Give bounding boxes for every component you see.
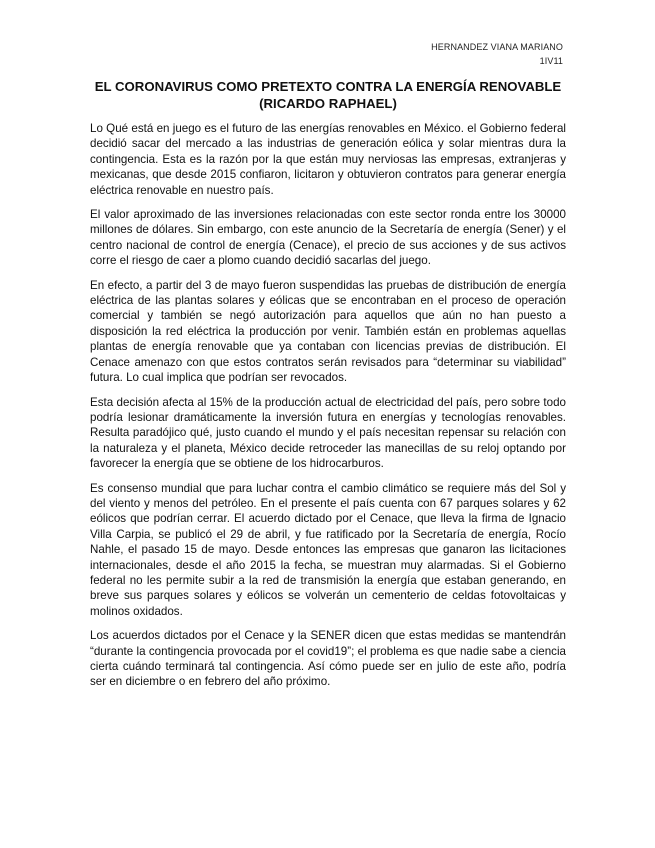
paragraph: Lo Qué está en juego es el futuro de las energías renovables en México. el Gobierno federal decidió sacar del mercado a las industrias de generación eólica y solar mientras dura la contingencia. Esta es la razón por la que están muy nerviosas las empresas, extranjeras y mexicanas, que desde 2015 confiaron, licitaron y obtuvieron contratos para generar energía eléctrica renovable en nuestro país.	[90, 122, 566, 197]
document-header	[431, 40, 563, 68]
paragraph: Esta decisión afecta al 15% de la producción actual de electricidad del país, pero sobre todo podría lesionar dramáticamente la inversión futura en energías y tecnologías renovables. Resulta paradójico qué, justo cuando el mundo y el país necesitan repensar su relación con la naturaleza y el planeta, México decide retroceder las manecillas de su reloj optando por favorecer la energía que se obtiene de los hidrocarburos.	[90, 395, 566, 471]
paragraph: Los acuerdos dictados por el Cenace y la SENER dicen que estas medidas se mantendrán “durante la contingencia provocada por el covid19”; el problema es que nadie sabe a ciencia cierta cuándo terminará tal contingencia. Así cómo puede ser en julio de este año, podría ser en diciembre o en febrero del año próximo.	[90, 629, 566, 689]
group-code: 1IV11	[539, 56, 563, 66]
paragraph: El valor aproximado de las inversiones relacionadas con este sector ronda entre los 30000 millones de dólares. Sin embargo, con este anuncio de la Secretaría de energía (Sener) y el centro nacional de control de energía (Cenace), el precio de sus acciones y de sus activos corre el riesgo de caer a plomo cuando decidió sacarlas del juego.	[90, 208, 566, 268]
paragraph: Es consenso mundial que para luchar contra el cambio climático se requiere más del Sol y del viento y menos del petróleo. En el presente el país cuenta con 67 parques solares y 62 eólicos que podrían cerrar. El acuerdo dictado por el Cenace, que lleva la firma de Ignacio Villa Carpia, se publicó el 29 de abril, y fue ratificado por la Secretaría de energía, Rocío Nahle, el pasado 15 de mayo. Desde entonces las empresas que ganaron las licitaciones internacionales, desde el año 2015 la fecha, se muestran muy alarmadas. Si el Gobierno federal no les permite subir a la red de transmisión la energía que estaban generando, en breve sus parques solares y eólicos se volverán un cementerio de celdas fotovoltaicas y molinos oxidados.	[90, 481, 566, 618]
paragraph: En efecto, a partir del 3 de mayo fueron suspendidas las pruebas de distribución de energía eléctrica de las plantas solares y eólicas que se encontraban en el proceso de operación comercial y también se negó autorización para aquellos que aún no han puesto a disposición la red eléctrica la producción por venir. También están en problemas aquellas plantas de energía renovable que ya contaban con licencias previas de distribución. El Cenace amenazo con que estos contratos serán revisados para “determinar su viabilidad” futura. Lo cual implica que podrían ser revocados.	[90, 278, 566, 385]
document-body	[90, 121, 566, 699]
author-name: HERNANDEZ VIANA MARIANO	[431, 42, 563, 52]
document-title: EL CORONAVIRUS COMO PRETEXTO CONTRA LA ENERGÍA RENOVABLE (RICARDO RAPHAEL)	[94, 79, 562, 111]
